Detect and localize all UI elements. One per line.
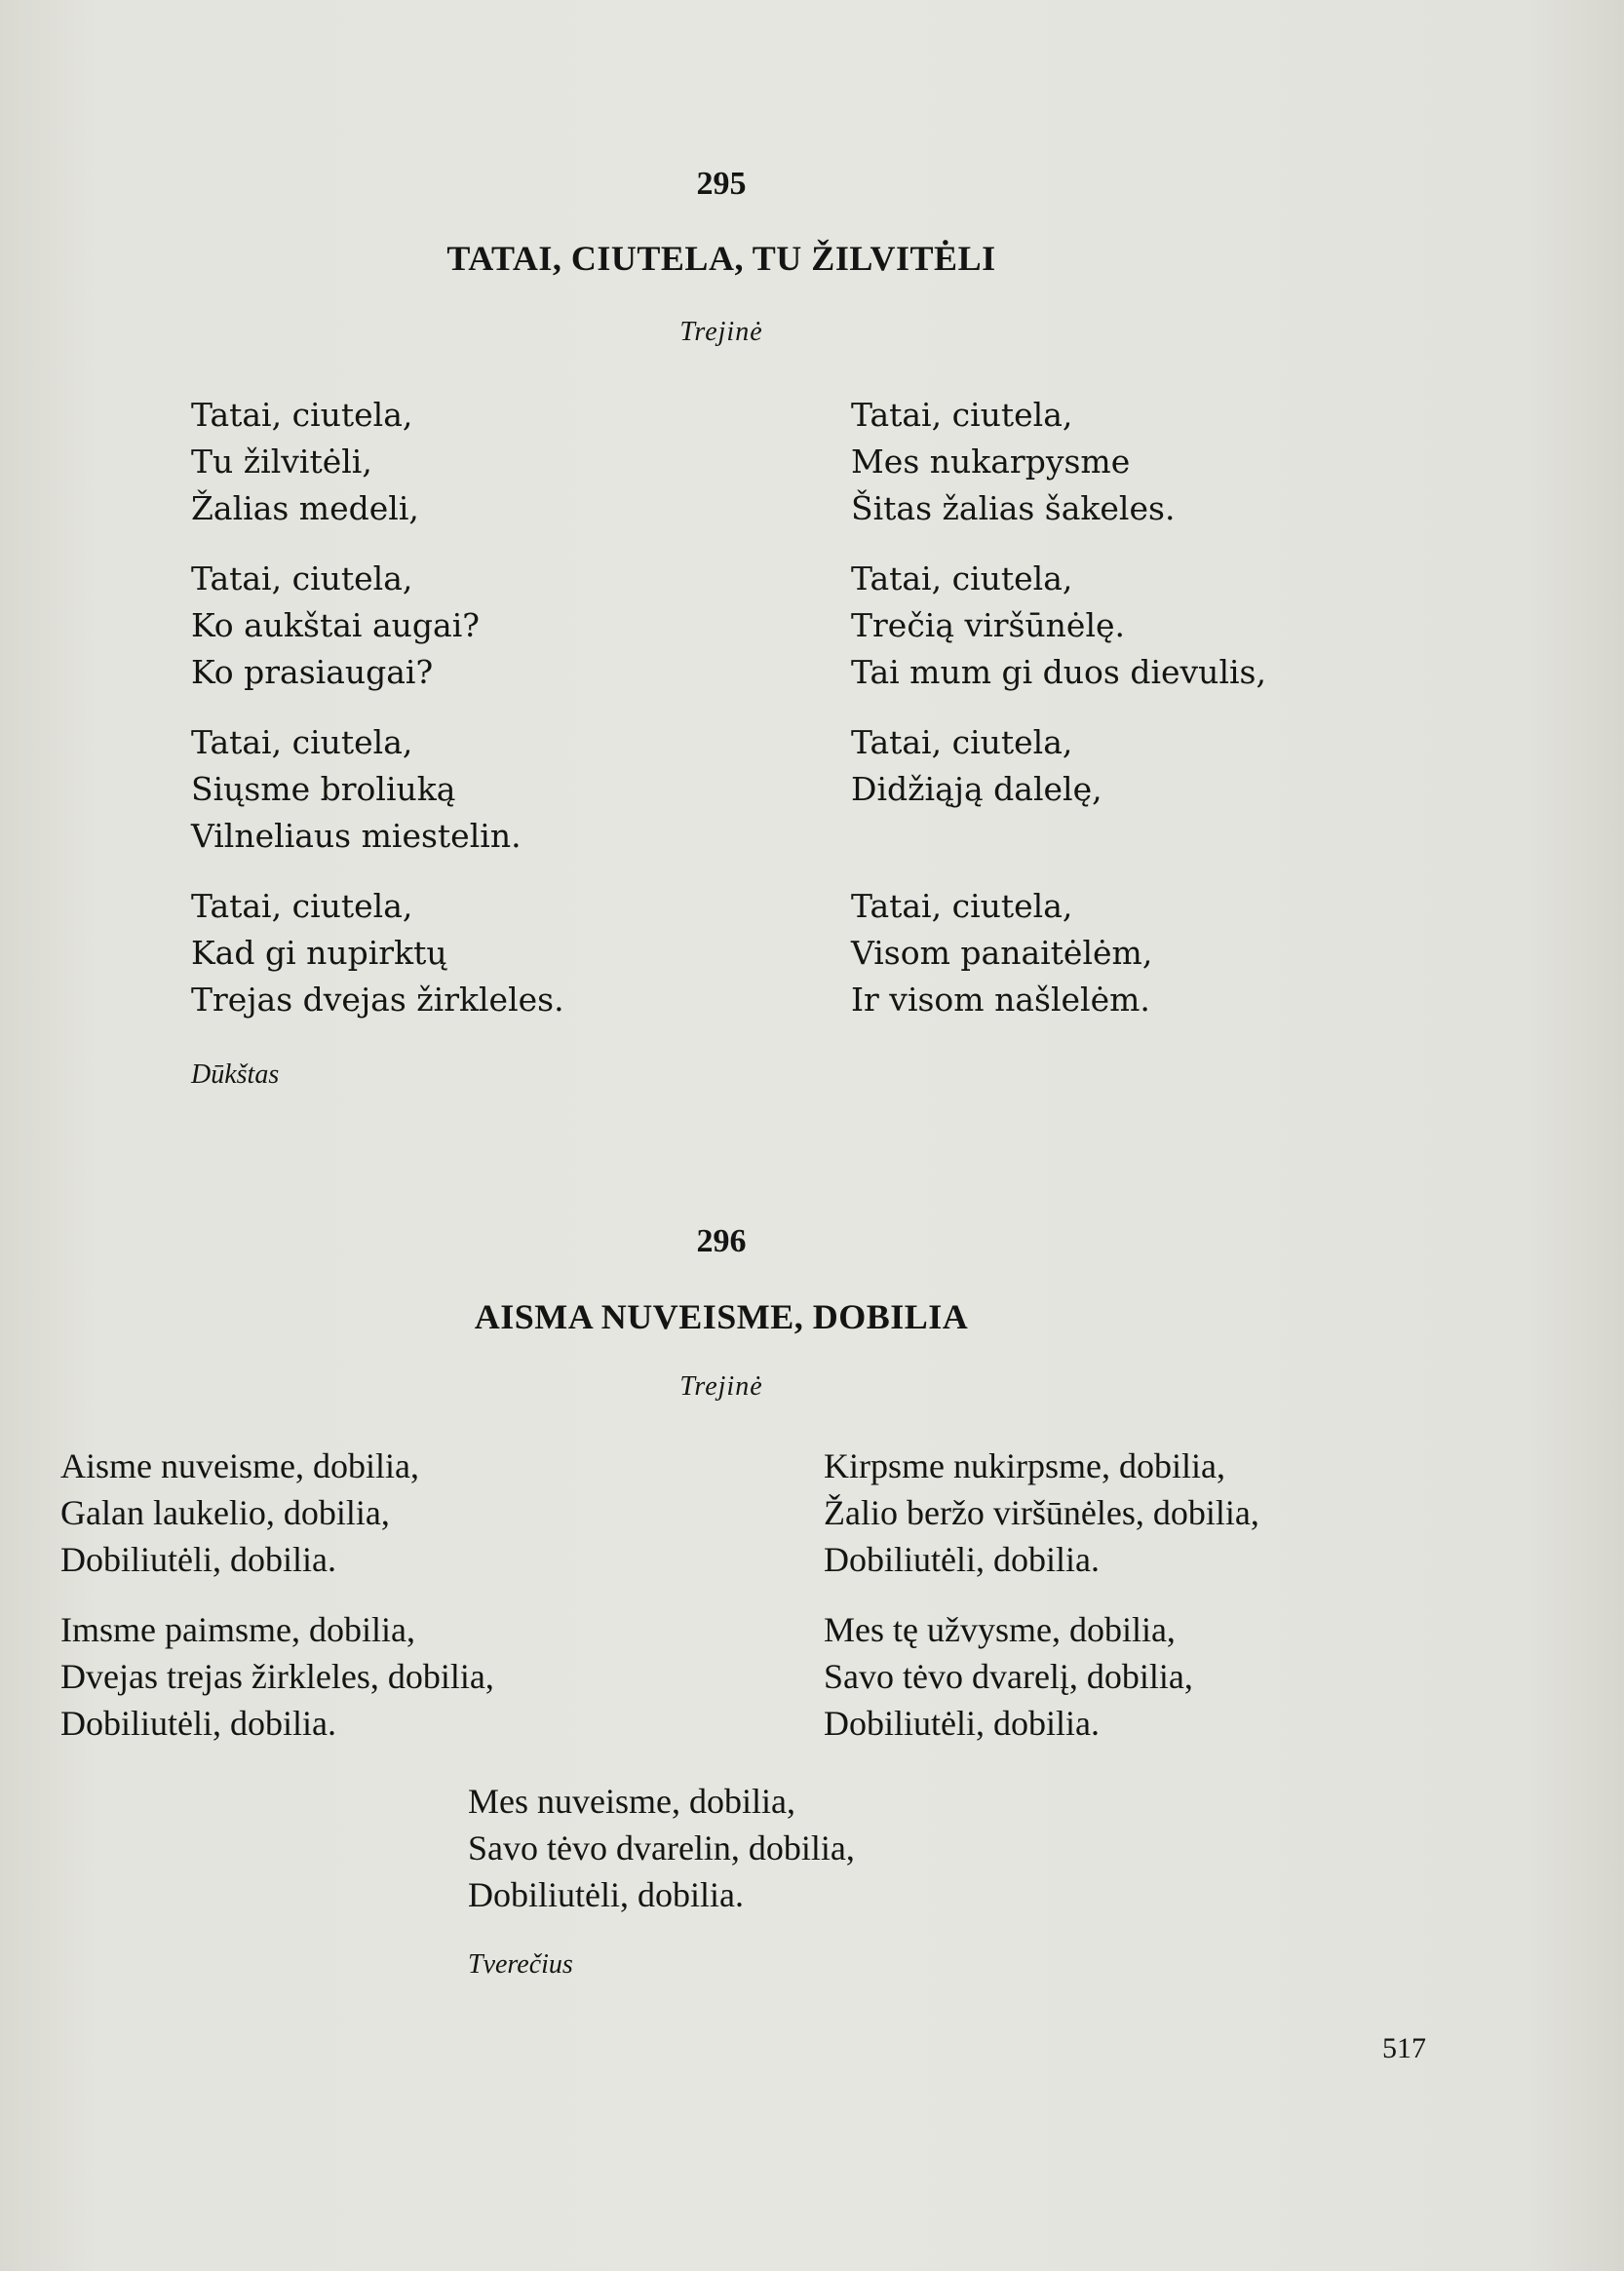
verse-line: Tatai, ciutela, (851, 559, 1073, 597)
stanza (851, 392, 1266, 532)
song1-right-column (851, 392, 1266, 1047)
verse-line: Siųsme broliuką (191, 770, 456, 808)
verse-line: Žalio beržo viršūnėles, dobilia, (824, 1493, 1259, 1532)
verse-line: Šitas žalias šakeles. (851, 489, 1176, 527)
song1-left-column (191, 392, 564, 1047)
song-number: 296 (696, 1223, 747, 1259)
verse-line: Kad gi nupirktų (191, 934, 447, 972)
verse-line: Tatai, ciutela, (851, 396, 1073, 434)
verse-line: Imsme paimsme, dobilia, (60, 1610, 415, 1649)
song-title: TATAI, CIUTELA, TU ŽILVITĖLI (446, 239, 996, 278)
verse-line: Ko prasiaugai? (191, 653, 434, 691)
place-name: Dūkštas (191, 1059, 280, 1090)
verse-line: Tatai, ciutela, (191, 559, 413, 597)
verse-line: Dobiliutėli, dobilia. (60, 1704, 336, 1743)
verse-line: Didžiąją dalelę, (851, 770, 1102, 808)
song-number: 295 (696, 166, 747, 202)
verse-line: Dobiliutėli, dobilia. (824, 1540, 1100, 1579)
verse-line: Tu žilvitėli, (191, 443, 372, 481)
verse-line: Visom panaitėlėm, (851, 934, 1153, 972)
song-title: AISMA NUVEISME, DOBILIA (474, 1297, 969, 1336)
verse-line: Dobiliutėli, dobilia. (824, 1704, 1100, 1743)
stanza (191, 556, 564, 696)
verse-line: Mes tę užvysme, dobilia, (824, 1610, 1176, 1649)
stanza (824, 1606, 1259, 1747)
place-name: Tverečius (468, 1949, 573, 1980)
stanza (851, 883, 1266, 1023)
page-number: 517 (1382, 2032, 1426, 2064)
verse-line: Tai mum gi duos dievulis, (851, 653, 1266, 691)
stanza (824, 1443, 1259, 1583)
stanza (191, 392, 564, 532)
verse-line: Savo tėvo dvarelį, dobilia, (824, 1657, 1193, 1696)
verse-line: Trečią viršūnėlę. (851, 606, 1126, 644)
verse-line: Mes nukarpysme (851, 443, 1131, 481)
stanza (60, 1443, 494, 1583)
verse-line: Ir visom našlelėm. (851, 981, 1150, 1019)
verse-line: Tatai, ciutela, (191, 887, 413, 925)
verse-line: Dobiliutėli, dobilia. (468, 1875, 744, 1914)
verse-line: Tatai, ciutela, (191, 396, 413, 434)
verse-line: Vilneliaus miestelin. (191, 817, 522, 855)
song-genre: Trejinė (679, 1371, 763, 1402)
verse-line: Aisme nuveisme, dobilia, (60, 1446, 419, 1485)
verse-line: Tatai, ciutela, (191, 723, 413, 761)
verse-line: Galan laukelio, dobilia, (60, 1493, 390, 1532)
verse-line: Dvejas trejas žirkleles, dobilia, (60, 1657, 494, 1696)
song2-final-stanza (468, 1778, 855, 1918)
verse-line: Tatai, ciutela, (851, 887, 1073, 925)
stanza (851, 556, 1266, 696)
verse-line: Kirpsme nukirpsme, dobilia, (824, 1446, 1225, 1485)
verse-line: Dobiliutėli, dobilia. (60, 1540, 336, 1579)
stanza (191, 719, 564, 860)
stanza (60, 1606, 494, 1747)
verse-line: Savo tėvo dvarelin, dobilia, (468, 1828, 855, 1867)
verse-line: Trejas dvejas žirkleles. (191, 981, 564, 1019)
song2-left-column (60, 1443, 494, 1770)
stanza (851, 719, 1266, 813)
stanza (191, 883, 564, 1023)
song-genre: Trejinė (679, 317, 763, 347)
verse-line: Mes nuveisme, dobilia, (468, 1782, 795, 1821)
verse-line: Žalias medeli, (191, 489, 419, 527)
verse-line: Ko aukštai augai? (191, 606, 480, 644)
song2-right-column (824, 1443, 1259, 1770)
verse-line: Tatai, ciutela, (851, 723, 1073, 761)
